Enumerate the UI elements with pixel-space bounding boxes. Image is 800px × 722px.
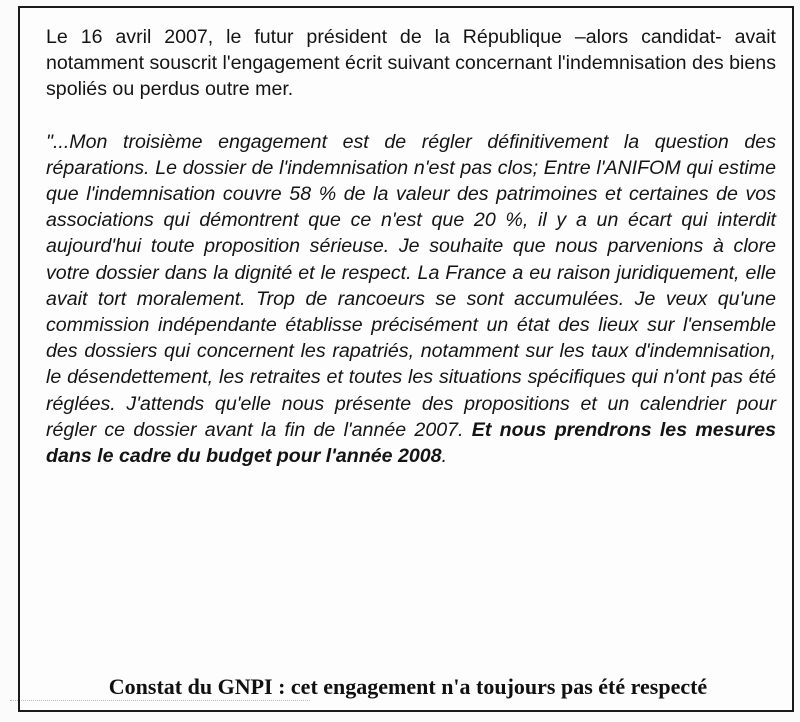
article-body <box>46 24 776 469</box>
quote-end: . <box>441 445 448 468</box>
constat-line <box>20 674 796 700</box>
text-frame <box>18 6 794 712</box>
constat-label: Constat du GNPI <box>108 674 273 699</box>
quote-paragraph <box>46 129 776 470</box>
constat-text: cet engagement n'a toujours pas été respecté <box>290 674 708 699</box>
quote-main-text: "...Mon troisième engagement est de régler définitivement la question des réparations. Le dossier de l'indemnisation n'est pas clos; Entre l'ANIFOM qui estime que l'indemnisation couvre 58 % de la valeur des patrimoines et certaines de vos associations qui démontrent que ce n'est que 20 %, il y a un écart qui interdit aujourd'hui toute proposition sérieuse. Je souhaite que nous parvenions à clore votre dossier dans la dignité et le respect. La France a eu raison juridiquement, elle avait tort moralement. Trop de rancoeurs se sont accumulées. Je veux qu'une commission indépendante établisse précisément un état des lieux sur l'ensemble des dossiers qui concernent les rapatriés, notamment sur les taux d'indemnisation, le désendettement, les retraites et toutes les situations spécifiques qui n'ont pas été réglées. J'attends qu'elle nous présente des propositions et un calendrier pour régler ce dossier avant la fin de l'année 2007. <box>46 130 776 441</box>
constat-separator: : <box>272 674 291 699</box>
quote-bold-text: Et nous prendrons les mesures dans le cadre du budget pour l'année 2008 <box>46 418 776 468</box>
bottom-dotted-rule <box>10 700 310 701</box>
intro-paragraph: Le 16 avril 2007, le futur président de la République –alors candidat- avait notamment souscrit l'engagement écrit suivant concernant l'indemnisation des biens spoliés ou perdus outre mer. <box>46 26 776 101</box>
